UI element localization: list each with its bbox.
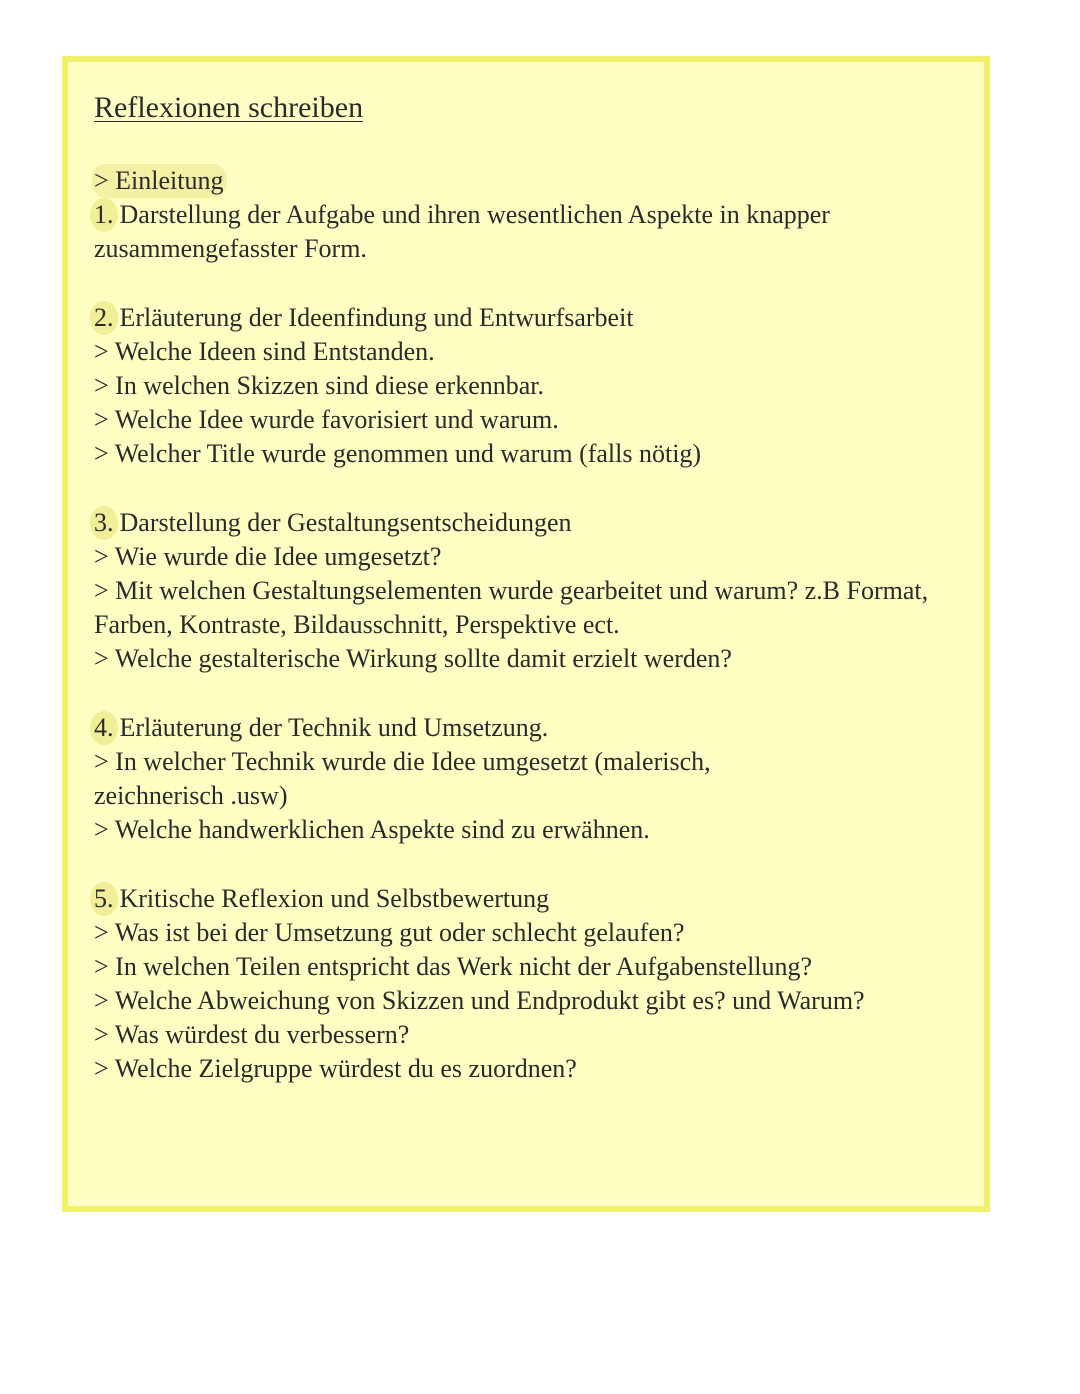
section-4-heading: Erläuterung der Technik und Umsetzung.: [119, 713, 549, 742]
section-2-point: > Welcher Title wurde genommen und warum (falls nötig): [94, 439, 702, 468]
section-5: [94, 882, 964, 1086]
section-5-point: > Welche Abweichung von Skizzen und Endprodukt gibt es? und Warum?: [94, 986, 865, 1015]
intro-item-number: 1.: [90, 198, 118, 232]
intro-block: [94, 164, 964, 266]
section-3-heading: Darstellung der Gestaltungsentscheidungen: [119, 508, 572, 537]
section-3-number: 3.: [90, 506, 118, 540]
section-2-point: > Welche Ideen sind Entstanden.: [94, 337, 435, 366]
intro-item: [94, 198, 954, 266]
intro-heading-line: [94, 164, 964, 198]
section-3-heading-line: [94, 506, 964, 540]
section-5-heading: Kritische Reflexion und Selbstbewertung: [119, 884, 550, 913]
section-5-point: > Was ist bei der Umsetzung gut oder schlecht gelaufen?: [94, 918, 685, 947]
section-4-heading-line: [94, 711, 964, 745]
section-5-point: > Was würdest du verbessern?: [94, 1020, 410, 1049]
section-5-point: > In welchen Teilen entspricht das Werk nicht der Aufgabenstellung?: [94, 952, 813, 981]
section-2-heading-line: [94, 301, 964, 335]
intro-item-text: Darstellung der Aufgabe und ihren wesentlichen Aspekte in knapper zusammengefasster Form.: [94, 200, 830, 263]
section-3-point: > Wie wurde die Idee umgesetzt?: [94, 542, 442, 571]
document-title: Reflexionen schreiben: [94, 91, 364, 124]
section-5-number: 5.: [90, 882, 118, 916]
section-3-point: > Mit welchen Gestaltungselementen wurde gearbeitet und warum? z.B Format, Farben, Kontraste, Bildausschnitt, Perspektive ect.: [94, 576, 929, 639]
section-4-point: > Welche handwerklichen Aspekte sind zu erwähnen.: [94, 815, 650, 844]
section-5-point: > Welche Zielgruppe würdest du es zuordnen?: [94, 1054, 577, 1083]
section-2-heading: Erläuterung der Ideenfindung und Entwurfsarbeit: [119, 303, 634, 332]
section-3-point: > Welche gestalterische Wirkung sollte damit erzielt werden?: [94, 644, 732, 673]
section-5-heading-line: [94, 882, 964, 916]
section-4: [94, 711, 964, 847]
section-2-point: > Welche Idee wurde favorisiert und warum.: [94, 405, 559, 434]
section-4-number: 4.: [90, 711, 118, 745]
section-4-point: > In welcher Technik wurde die Idee umgesetzt (malerisch, zeichnerisch .usw): [94, 747, 711, 810]
section-2-number: 2.: [90, 301, 118, 335]
intro-heading: > Einleitung: [92, 164, 227, 198]
section-2: [94, 301, 964, 471]
section-2-point: > In welchen Skizzen sind diese erkennbar.: [94, 371, 545, 400]
section-3: [94, 506, 964, 676]
